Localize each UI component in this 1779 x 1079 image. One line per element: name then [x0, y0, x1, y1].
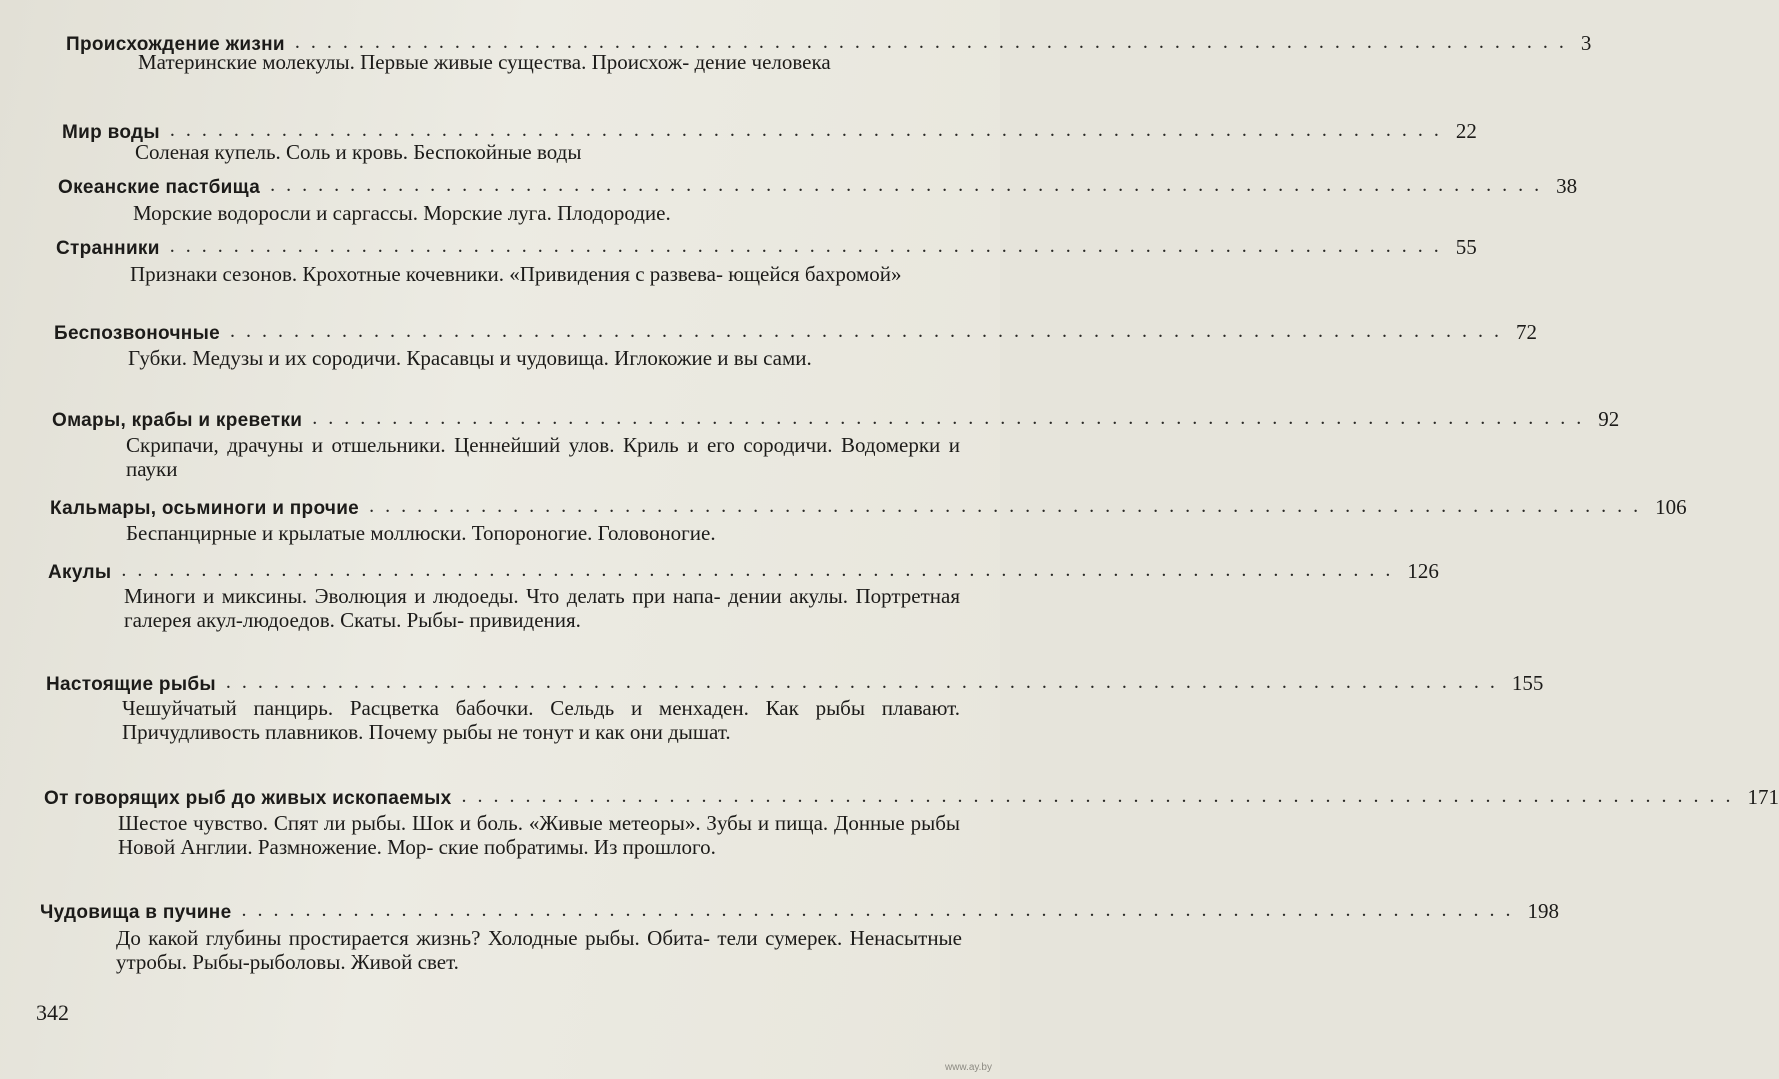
chapter-summary: До какой глубины простирается жизнь? Холодные рыбы. Обита- тели сумерек. Ненасытные утробы. Рыбы-рыболовы. Живой свет. [116, 926, 962, 974]
toc-heading-row [52, 406, 1620, 432]
chapter-title: Мир воды [62, 122, 160, 143]
chapter-page-number: 72 [1515, 320, 1537, 344]
dot-leader: ................................................................................ [225, 671, 1506, 693]
chapter-title: От говорящих рыб до живых ископаемых [44, 788, 452, 809]
dot-leader: ................................................................................ [169, 119, 1450, 141]
page-number: 342 [36, 1000, 69, 1025]
chapter-summary: Скрипачи, драчуны и отшельники. Ценнейший улов. Криль и его сородичи. Водомерки и пауки [126, 433, 960, 481]
toc-heading-row [46, 670, 1544, 696]
chapter-page-number: 198 [1527, 899, 1559, 923]
chapter-page-number: 106 [1655, 495, 1687, 519]
dot-leader: ................................................................................ [312, 407, 1593, 429]
toc-heading-row [44, 784, 1779, 810]
chapter-summary: Признаки сезонов. Крохотные кочевники. «Привидения с развева- ющейся бахромой» [130, 262, 902, 286]
dot-leader: ................................................................................ [169, 235, 1450, 257]
chapter-summary: Морские водоросли и саргассы. Морские луга. Плодородие. [133, 201, 671, 225]
toc-heading-row [54, 319, 1537, 345]
dot-leader: ................................................................................ [461, 785, 1742, 807]
chapter-page-number: 126 [1407, 559, 1439, 583]
dot-leader: ................................................................................ [270, 174, 1551, 196]
chapter-title: Акулы [48, 562, 112, 583]
dot-leader: ................................................................................ [241, 899, 1522, 921]
chapter-page-number: 38 [1556, 174, 1578, 198]
toc-heading-row [58, 173, 1578, 199]
toc-heading-row [48, 558, 1439, 584]
chapter-title: Океанские пастбища [58, 177, 261, 198]
toc-heading-row [50, 494, 1687, 520]
chapter-summary: Соленая купель. Соль и кровь. Беспокойные воды [135, 140, 582, 164]
chapter-summary: Миноги и миксины. Эволюция и людоеды. Что делать при напа- дении акулы. Портретная галерея акул-людоедов. Скаты. Рыбы- привидения. [124, 584, 960, 632]
chapter-summary: Беспанцирные и крылатые моллюски. Топороногие. Головоногие. [126, 521, 716, 545]
chapter-page-number: 171 [1747, 785, 1779, 809]
dot-leader: ................................................................................ [121, 559, 1402, 581]
chapter-summary: Шестое чувство. Спят ли рыбы. Шок и боль. «Живые метеоры». Зубы и пища. Донные рыбы Новой Англии. Размножение. Мор- ские побратимы. Из прошлого. [118, 811, 960, 859]
chapter-title: Беспозвоночные [54, 323, 220, 344]
chapter-page-number: 155 [1511, 671, 1544, 695]
chapter-summary: Губки. Медузы и их сородичи. Красавцы и чудовища. Иглокожие и вы сами. [128, 346, 812, 370]
chapter-page-number: 3 [1580, 31, 1592, 55]
dot-leader: ................................................................................ [369, 495, 1650, 517]
chapter-title: Настоящие рыбы [46, 674, 216, 695]
chapter-page-number: 55 [1455, 235, 1477, 259]
chapter-title: Чудовища в пучине [40, 902, 232, 923]
chapter-title: Омары, крабы и креветки [52, 410, 303, 431]
watermark: www.ay.by [944, 1062, 992, 1073]
dot-leader: ................................................................................ [229, 320, 1510, 342]
chapter-title: Кальмары, осьминоги и прочие [50, 498, 360, 519]
chapter-page-number: 92 [1598, 407, 1620, 431]
chapter-page-number: 22 [1455, 119, 1477, 143]
chapter-summary: Материнские молекулы. Первые живые существа. Происхож- дение человека [138, 50, 831, 74]
chapter-summary: Чешуйчатый панцирь. Расцветка бабочки. Сельдь и менхаден. Как рыбы плавают. Причудливость плавников. Почему рыбы не тонут и как они дышат. [122, 696, 960, 744]
chapter-title: Происхождение жизни [66, 34, 285, 55]
dot-leader: ................................................................................ [294, 31, 1575, 53]
chapter-title: Странники [56, 238, 160, 259]
toc-heading-row [56, 234, 1477, 260]
toc-heading-row [40, 898, 1559, 924]
